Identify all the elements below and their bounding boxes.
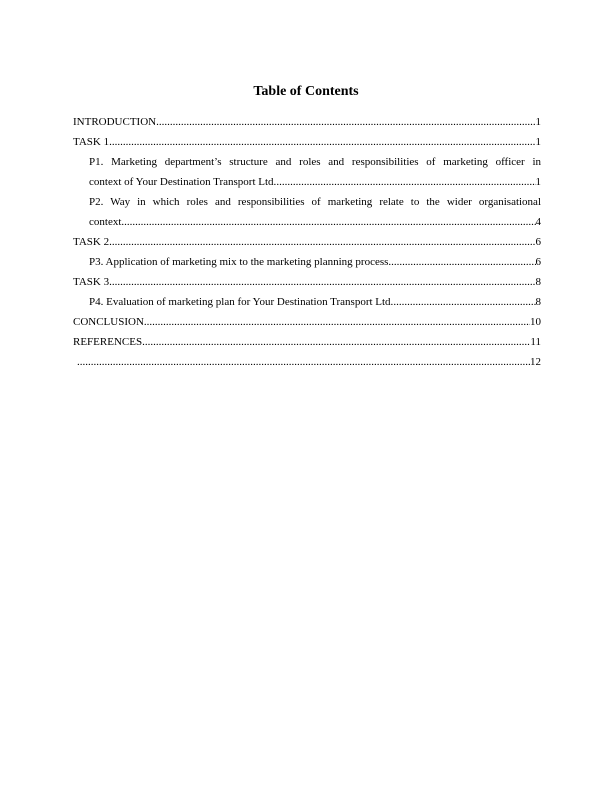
toc-label-line-2: context. xyxy=(89,216,125,228)
toc-entry-p1[interactable] xyxy=(73,152,541,192)
toc-label: P4. Evaluation of marketing plan for Your Destination Transport Ltd. xyxy=(89,296,394,308)
toc-page-number: 12 xyxy=(530,356,541,368)
toc-page-number: 6 xyxy=(535,256,541,268)
toc-page-number: 6 xyxy=(535,236,541,248)
dot-leader xyxy=(391,252,535,272)
dot-leader xyxy=(276,172,535,192)
dot-leader xyxy=(77,352,530,372)
toc-label: TASK 3 xyxy=(73,276,110,288)
toc-entry-p4[interactable] xyxy=(73,292,541,312)
dot-leader xyxy=(109,272,535,292)
toc-page-number: 8 xyxy=(535,276,541,288)
toc-entry-references[interactable] xyxy=(73,332,541,352)
toc-entry-p2[interactable] xyxy=(73,192,541,232)
toc-label-line-2: context of Your Destination Transport Ltd. xyxy=(89,176,277,188)
toc-page-number: 1 xyxy=(535,176,541,188)
toc-entry-unlabeled[interactable] xyxy=(73,352,541,372)
toc-entry-task-3[interactable] xyxy=(73,272,541,292)
toc-label: INTRODUCTION xyxy=(73,116,157,128)
toc-entry-conclusion[interactable] xyxy=(73,312,541,332)
dot-leader xyxy=(393,292,535,312)
toc-label: REFERENCES xyxy=(73,336,143,348)
document-title: Table of Contents xyxy=(253,84,359,99)
toc-page-number: 11 xyxy=(530,336,541,348)
dot-leader xyxy=(109,132,535,152)
toc-page-number: 1 xyxy=(535,116,541,128)
dot-leader xyxy=(109,232,535,252)
toc-entry-p3[interactable] xyxy=(73,252,541,272)
toc-label: P3. Application of marketing mix to the marketing planning process. xyxy=(89,256,392,268)
toc-entry-task-2[interactable] xyxy=(73,232,541,252)
toc-label: TASK 1 xyxy=(73,136,110,148)
toc-label-line-1: P2. Way in which roles and responsibilities of marketing relate to the wider organisational xyxy=(89,196,541,208)
toc-label: CONCLUSION xyxy=(73,316,144,328)
toc-page-number: 4 xyxy=(535,216,541,228)
dot-leader xyxy=(144,312,530,332)
toc-entry-task-1[interactable] xyxy=(73,132,541,152)
toc-page-number: 10 xyxy=(530,316,541,328)
dot-leader xyxy=(156,112,535,132)
toc-page-number: 8 xyxy=(535,296,541,308)
dot-leader xyxy=(124,212,535,232)
dot-leader xyxy=(142,332,530,352)
toc-label-line-1: P1. Marketing department’s structure and roles and responsibilities of marketing officer in xyxy=(89,156,541,168)
toc-label: TASK 2 xyxy=(73,236,110,248)
toc-page-number: 1 xyxy=(535,136,541,148)
toc-entry-introduction[interactable] xyxy=(73,112,541,132)
table-of-contents xyxy=(73,112,541,372)
